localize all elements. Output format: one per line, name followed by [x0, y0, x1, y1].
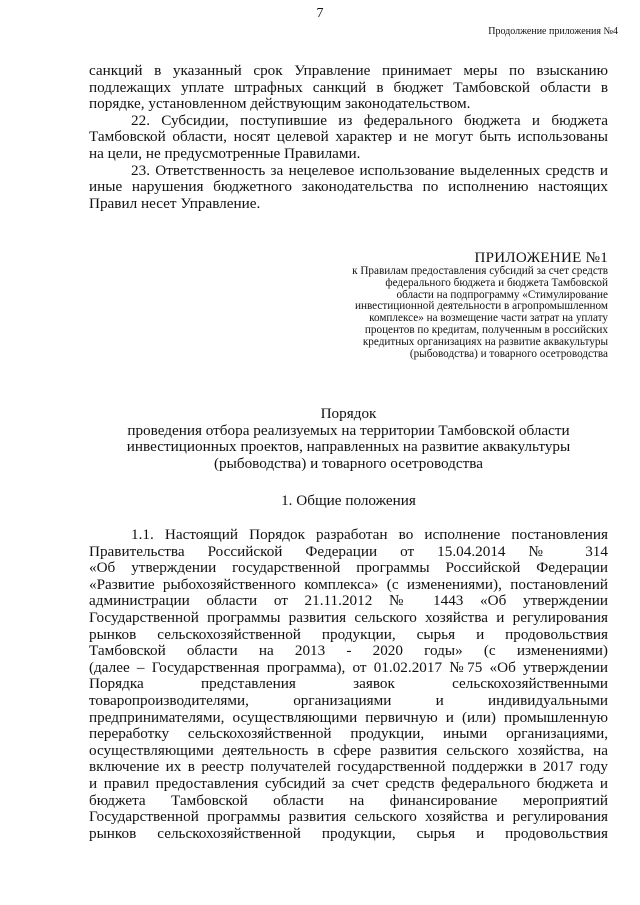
- section-line: Государственной программы развития сельского хозяйства и регулирования: [89, 808, 608, 826]
- section-line: Правительства Российской Федерации от 15.04.2014 № 314: [89, 542, 608, 560]
- section-line: переработку сельскохозяйственной продукции, иными организациями,: [89, 725, 608, 743]
- item-22-line: Тамбовской области, носят целевой характер и не могут быть использованы: [89, 128, 608, 146]
- appendix-caption-line: к Правилам предоставления субсидий за счет средств: [352, 265, 608, 277]
- section-line: «Развитие рыбохозяйственного комплекса» (с изменениями), постановлений: [89, 575, 608, 593]
- text-line: санкций в указанный срок Управление принимает меры по взысканию: [89, 62, 608, 79]
- section-line: осуществляющими деятельность в сфере развития сельского хозяйства, на: [89, 741, 608, 759]
- section-line: Тамбовской области на 2013 - 2020 годы» (с изменениями): [89, 642, 608, 660]
- appendix-caption-line: инвестиционной деятельности в агропромышленном: [354, 300, 608, 313]
- item-23-line: Правил несет Управление.: [89, 194, 261, 212]
- document-title-line: проведения отбора реализуемых на территории Тамбовской области: [127, 421, 570, 439]
- document-title-line: Порядок: [320, 405, 377, 422]
- section-line: товаропроизводителями, организациями и индивидуальными: [89, 691, 608, 709]
- section-line: 1.1. Настоящий Порядок разработан во исполнение постановления: [131, 526, 608, 543]
- section-line: включение их в реестр получателей государственной поддержки в 2017 году: [89, 758, 608, 776]
- document-title-line: (рыбоводства) и товарного осетроводства: [214, 454, 483, 472]
- appendix-caption: [278, 266, 608, 360]
- section-line: предпринимателями, осуществляющими первичную и (или) промышленную: [89, 708, 608, 726]
- document-title-line: инвестиционных проектов, направленных на развитие аквакультуры: [126, 438, 571, 456]
- section-line: рынков сельскохозяйственной продукции, сырья и продовольствия: [89, 824, 608, 842]
- section-line: Государственной программы развития сельского хозяйства и регулирования: [89, 608, 608, 626]
- appendix-caption-line: федерального бюджета и бюджета Тамбовской: [385, 276, 608, 289]
- item-23-line: иные нарушения бюджетного законодательства по исполнению настоящих: [89, 178, 608, 196]
- appendix-caption-line: области на подпрограмму «Стимулирование: [396, 288, 608, 301]
- section-body: [89, 527, 608, 842]
- section-line: рынков сельскохозяйственной продукции, сырья и продовольствия: [89, 625, 608, 643]
- appendix-caption-line: кредитных организациях на развитие аквакультуры: [362, 335, 608, 348]
- section-line: (далее – Государственная программа), от 01.02.2017 №75 «Об утверждении: [89, 658, 608, 676]
- text-line: подлежащих уплате штрафных санкций в бюджет Тамбовской области в: [89, 78, 608, 96]
- document-title: [89, 406, 608, 472]
- page-number: 7: [316, 6, 324, 21]
- section-line: администрации области от 21.11.2012 № 1443 «Об утверждении: [89, 592, 608, 610]
- appendix-caption-line: комплексе» на возмещение части затрат на уплату: [369, 312, 608, 325]
- section-heading: 1. Общие положения: [281, 492, 416, 509]
- intro-block: [89, 63, 608, 212]
- section-line: Порядка представления заявок сельскохозяйственными: [89, 675, 608, 693]
- section-line: и правил предоставления субсидий за счет средств федерального бюджета и: [89, 774, 608, 792]
- section-line: «Об утверждении государственной программы Российской Федерации: [89, 559, 608, 577]
- item-22-line: на цели, не предусмотренные Правилами.: [89, 144, 361, 162]
- section-line: бюджета Тамбовской области на финансирование мероприятий: [89, 791, 608, 809]
- item-23-line: 23. Ответственность за нецелевое использование выделенных средств и: [131, 161, 608, 179]
- appendix-heading: ПРИЛОЖЕНИЕ №1: [474, 250, 608, 266]
- text-line: порядке, установленном действующим законодательством.: [89, 95, 471, 113]
- appendix-caption-line: процентов по кредитам, полученным в российских: [364, 323, 608, 336]
- item-22-line: 22. Субсидии, поступившие из федерального бюджета и бюджета: [131, 111, 608, 129]
- appendix-caption-line: (рыбоводства) и товарного осетроводства: [409, 347, 608, 360]
- header-note: Продолжение приложения №4: [488, 26, 618, 37]
